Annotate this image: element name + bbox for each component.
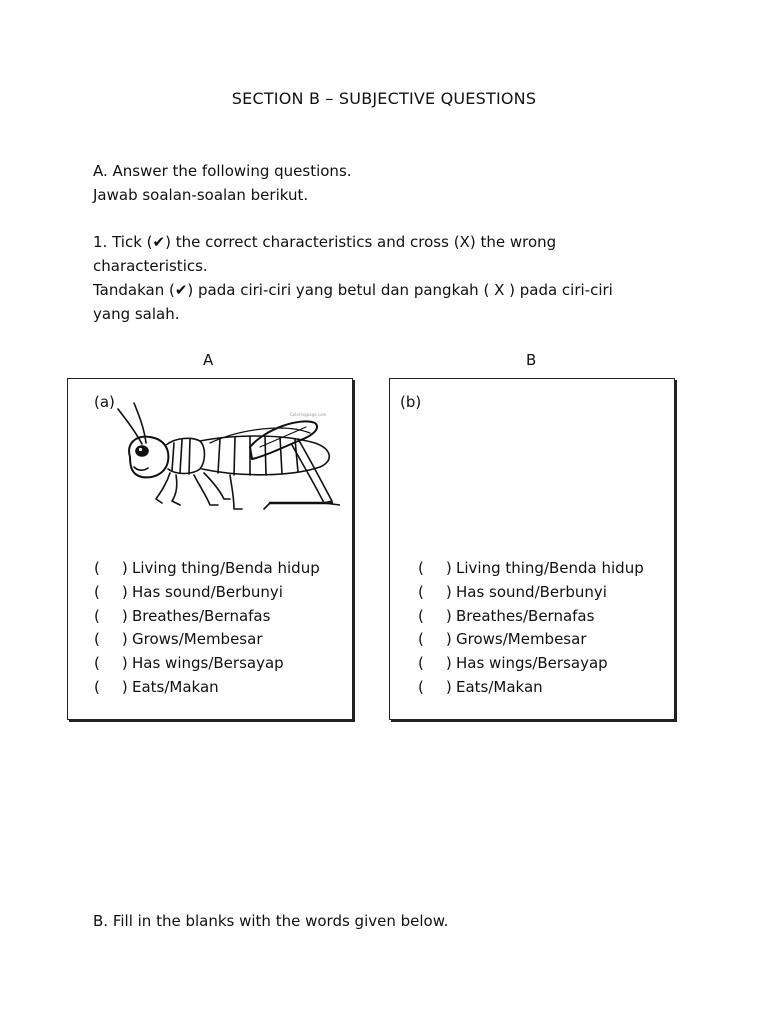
question-1-line-2: characteristics. bbox=[93, 257, 208, 275]
open-paren: ( bbox=[418, 677, 424, 696]
close-paren: ) bbox=[445, 654, 452, 673]
open-paren: ( bbox=[418, 582, 424, 601]
list-item bbox=[418, 605, 644, 629]
tick-box[interactable] bbox=[418, 557, 456, 581]
column-label-a: A bbox=[203, 351, 214, 369]
open-paren: ( bbox=[418, 654, 424, 673]
close-paren: ) bbox=[121, 606, 128, 625]
box-a-label: (a) bbox=[94, 393, 115, 411]
box-b-label: (b) bbox=[400, 393, 422, 411]
question-1-line-4: yang salah. bbox=[93, 305, 180, 323]
open-paren: ( bbox=[418, 606, 424, 625]
close-paren: ) bbox=[121, 559, 128, 577]
close-paren: ) bbox=[445, 606, 452, 625]
close-paren: ) bbox=[445, 559, 452, 577]
close-paren: ) bbox=[121, 582, 128, 601]
choice-label: Grows/Membesar bbox=[132, 630, 263, 649]
part-b-heading: B. Fill in the blanks with the words given below. bbox=[93, 912, 449, 930]
close-paren: ) bbox=[121, 630, 128, 649]
list-item bbox=[94, 628, 320, 652]
part-a-heading-my: Jawab soalan-soalan berikut. bbox=[93, 186, 309, 204]
column-label-b: B bbox=[526, 351, 537, 369]
open-paren: ( bbox=[418, 630, 424, 649]
question-1-line-3: Tandakan (✔) pada ciri-ciri yang betul dan pangkah ( X ) pada ciri-ciri bbox=[93, 281, 613, 299]
list-item bbox=[94, 652, 320, 676]
answer-box-b bbox=[389, 378, 675, 720]
box-b-choice-list bbox=[418, 557, 644, 700]
open-paren: ( bbox=[418, 559, 424, 577]
part-a-heading-en: A. Answer the following questions. bbox=[93, 162, 352, 180]
list-item bbox=[418, 628, 644, 652]
section-title: SECTION B – SUBJECTIVE QUESTIONS bbox=[231, 89, 537, 108]
open-paren: ( bbox=[94, 559, 100, 577]
answer-box-a bbox=[67, 378, 353, 720]
choice-label: Grows/Membesar bbox=[456, 630, 587, 649]
close-paren: ) bbox=[121, 677, 128, 696]
tick-box[interactable] bbox=[418, 628, 456, 652]
list-item bbox=[418, 557, 644, 581]
tick-box[interactable] bbox=[418, 605, 456, 629]
tick-box[interactable] bbox=[94, 557, 132, 581]
list-item bbox=[94, 676, 320, 700]
list-item bbox=[94, 581, 320, 605]
box-a-choice-list bbox=[94, 557, 320, 700]
open-paren: ( bbox=[94, 630, 100, 649]
tick-box[interactable] bbox=[94, 676, 132, 700]
choice-label: Has sound/Berbunyi bbox=[456, 582, 607, 601]
close-paren: ) bbox=[445, 677, 452, 696]
list-item bbox=[418, 676, 644, 700]
close-paren: ) bbox=[445, 582, 452, 601]
choice-label: Breathes/Bernafas bbox=[132, 606, 271, 625]
open-paren: ( bbox=[94, 606, 100, 625]
tick-box[interactable] bbox=[418, 581, 456, 605]
open-paren: ( bbox=[94, 582, 100, 601]
open-paren: ( bbox=[94, 654, 100, 673]
choice-label: Living thing/Benda hidup bbox=[456, 559, 644, 577]
choice-label: Has sound/Berbunyi bbox=[132, 582, 283, 601]
choice-label: Breathes/Bernafas bbox=[456, 606, 595, 625]
choice-label: Has wings/Bersayap bbox=[132, 654, 284, 673]
tick-box[interactable] bbox=[94, 628, 132, 652]
close-paren: ) bbox=[445, 630, 452, 649]
tick-box[interactable] bbox=[94, 605, 132, 629]
tick-box[interactable] bbox=[94, 581, 132, 605]
close-paren: ) bbox=[121, 654, 128, 673]
box-b-image-area bbox=[410, 419, 650, 539]
tick-box[interactable] bbox=[418, 652, 456, 676]
list-item bbox=[94, 557, 320, 581]
list-item bbox=[418, 652, 644, 676]
list-item bbox=[94, 605, 320, 629]
open-paren: ( bbox=[94, 677, 100, 696]
grasshopper-image bbox=[110, 399, 340, 519]
choice-label: Eats/Makan bbox=[132, 677, 219, 696]
list-item bbox=[418, 581, 644, 605]
choice-label: Has wings/Bersayap bbox=[456, 654, 608, 673]
choice-label: Eats/Makan bbox=[456, 677, 543, 696]
tick-box[interactable] bbox=[94, 652, 132, 676]
image-watermark: Coloringpage.com bbox=[290, 412, 327, 417]
tick-box[interactable] bbox=[418, 676, 456, 700]
question-1-line-1: 1. Tick (✔) the correct characteristics and cross (X) the wrong bbox=[93, 233, 557, 251]
choice-label: Living thing/Benda hidup bbox=[132, 559, 320, 577]
